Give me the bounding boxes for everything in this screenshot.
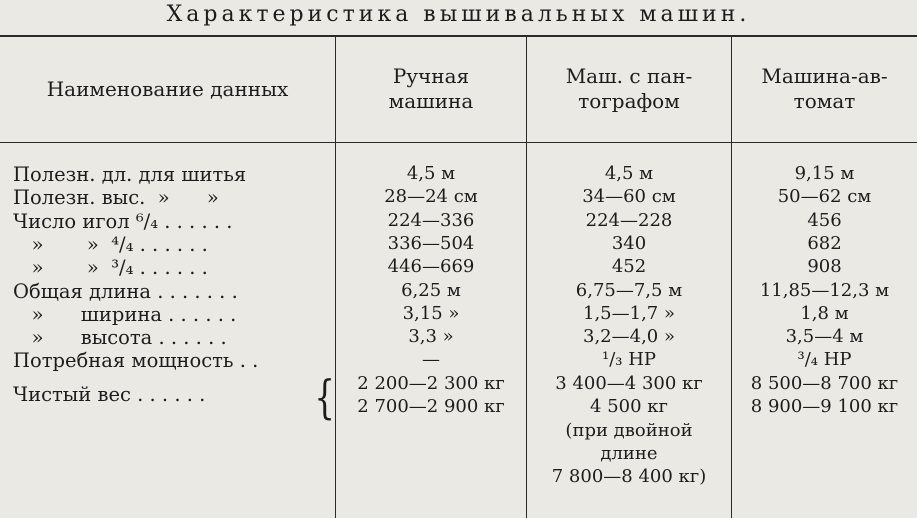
row-pantograph: 34—60 см <box>582 186 676 207</box>
row-automatic: 50—62 см <box>777 186 872 207</box>
weight-manual-2: 2 700—2 900 кг <box>357 396 505 417</box>
row-automatic: 456 <box>807 210 842 231</box>
weight-panto-2: 4 500 кг <box>590 396 668 417</box>
header-manual: Ручная машина <box>388 64 474 113</box>
weight-panto-4: длине <box>600 443 658 464</box>
row-label: Потребная мощность . . <box>13 349 259 372</box>
row-manual: 6,25 м <box>401 280 461 301</box>
header-rule <box>0 142 917 143</box>
row-manual: 224—336 <box>387 210 475 231</box>
row-pantograph: 340 <box>611 233 647 254</box>
row-pantograph: 6,75—7,5 м <box>575 280 683 301</box>
row-manual: 3,15 » <box>402 303 460 324</box>
row-automatic: 682 <box>807 233 842 254</box>
weight-brace: { <box>314 370 335 424</box>
row-label: Полезн. выс. » » <box>13 186 219 209</box>
row-automatic: 9,15 м <box>794 163 855 184</box>
row-manual: 446—669 <box>387 256 475 277</box>
weight-panto-3: (при двойной <box>565 420 693 441</box>
row-manual: 28—24 см <box>384 186 478 207</box>
row-label: » высота . . . . . . <box>13 326 227 349</box>
header-automatic: Машина-ав- томат <box>761 64 888 113</box>
row-label: Число игол ⁶/₄ . . . . . . <box>13 210 233 233</box>
weight-auto-1: 8 500—8 700 кг <box>750 373 899 394</box>
row-label: Полезн. дл. для шитья <box>13 163 247 186</box>
row-label: Общая длина . . . . . . . <box>13 280 238 303</box>
weight-manual-1: 2 200—2 300 кг <box>357 373 505 394</box>
row-label: » » ³/₄ . . . . . . <box>13 256 208 279</box>
row-automatic: 1,8 м <box>800 303 849 324</box>
row-pantograph: 1,5—1,7 » <box>583 303 675 324</box>
row-pantograph: ¹/₃ HP <box>601 349 657 370</box>
row-label: » ширина . . . . . . <box>13 303 237 326</box>
row-pantograph: 452 <box>611 256 647 277</box>
weight-panto-5: 7 800—8 400 кг) <box>551 466 707 487</box>
row-automatic: ³/₄ HP <box>797 349 852 370</box>
header-name: Наименование данных <box>46 76 289 101</box>
weight-panto-1: 3 400—4 300 кг <box>555 373 703 394</box>
row-pantograph: 224—228 <box>585 210 673 231</box>
row-manual: 4,5 м <box>406 163 456 184</box>
row-automatic: 3,5—4 м <box>785 326 864 347</box>
row-manual: 336—504 <box>387 233 475 254</box>
row-label: » » ⁴/₄ . . . . . . <box>13 233 208 256</box>
row-manual: — <box>422 349 440 370</box>
weight-auto-2: 8 900—9 100 кг <box>750 396 899 417</box>
header-pantograph: Маш. с пан- тографом <box>565 64 693 113</box>
row-pantograph: 3,2—4,0 » <box>583 326 675 347</box>
weight-label: Чистый вес . . . . . . <box>13 383 206 406</box>
row-automatic: 908 <box>807 256 842 277</box>
page-title: Характеристика вышивальных машин. <box>166 2 751 27</box>
row-manual: 3,3 » <box>408 326 454 347</box>
row-pantograph: 4,5 м <box>604 163 654 184</box>
row-automatic: 11,85—12,3 м <box>759 280 890 301</box>
